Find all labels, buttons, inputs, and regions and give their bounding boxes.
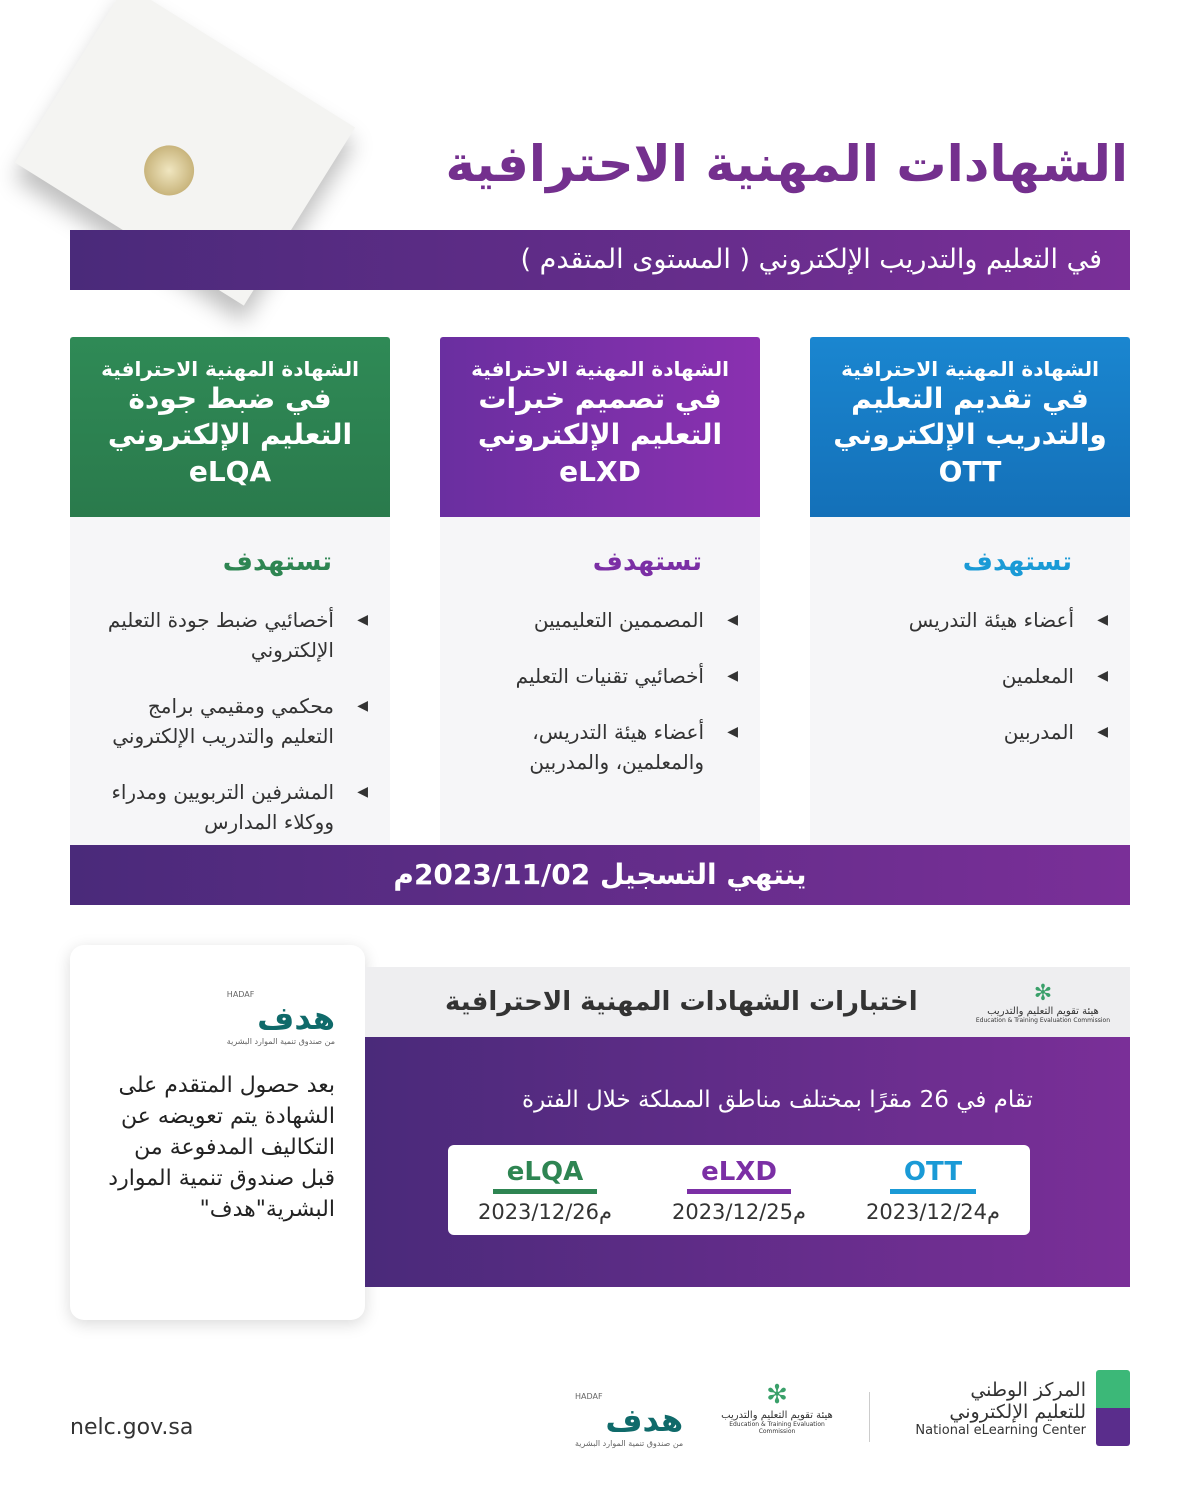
column-elqa xyxy=(70,337,390,845)
target-heading: تستهدف xyxy=(592,547,702,577)
exam-dates xyxy=(448,1145,1030,1235)
date-ott: OTT 2023/12/24م xyxy=(865,1156,1001,1224)
exams-title: اختبارات الشهادات المهنية الاحترافية xyxy=(445,987,918,1017)
cert-header-ott xyxy=(810,337,1130,517)
date-elxd: eLXD 2023/12/25م xyxy=(671,1156,807,1224)
etec-logo: ✻ هيئة تقويم التعليم والتدريب Education & Training Evaluation Commission xyxy=(975,980,1110,1024)
cert-code: eLQA xyxy=(188,455,272,488)
footer-etec-logo: ✻ هيئة تقويم التعليم والتدريب Education & Training Evaluation Commission xyxy=(712,1380,842,1435)
cert-line: في تصميم خبرات xyxy=(478,382,722,415)
exams-panel xyxy=(365,967,1130,1287)
nelc-logo: المركز الوطني للتعليم الإلكتروني National eLearning Center xyxy=(915,1370,1130,1446)
date-elqa: eLQA 2023/12/26م xyxy=(477,1156,613,1224)
etec-flower-icon: ✻ xyxy=(1033,980,1053,1006)
list-item: ◀ المشرفين التربويين ومدراء ووكلاء المدارس xyxy=(90,777,368,837)
cert-header-elxd xyxy=(440,337,760,517)
column-ott xyxy=(810,337,1130,845)
list-item: ◀ أعضاء هيئة التدريس، والمعلمين، والمدربين xyxy=(460,717,738,777)
cert-code: OTT xyxy=(938,455,1002,488)
page-title: الشهادات المهنية الاحترافية xyxy=(445,135,1128,193)
registration-deadline: ينتهي التسجيل 2023/11/02م xyxy=(70,845,1130,905)
nelc-mark-icon xyxy=(1096,1370,1130,1446)
cert-line: الشهادة المهنية الاحترافية xyxy=(471,357,729,381)
list-item: ◀ محكمي ومقيمي برامج التعليم والتدريب الإلكتروني xyxy=(90,691,368,751)
cert-line: التعليم الإلكتروني xyxy=(477,418,723,451)
cert-line: الشهادة المهنية الاحترافية xyxy=(841,357,1099,381)
cert-header-elqa xyxy=(70,337,390,517)
hadaf-logo: HADAF هدف من صندوق تنمية الموارد البشرية xyxy=(226,990,335,1046)
divider xyxy=(869,1392,870,1442)
compensation-text: بعد حصول المتقدم على الشهادة يتم تعويضه عن التكاليف المدفوعة من قبل صندوق تنمية الموارد البشرية"هدف" xyxy=(108,1073,335,1222)
cert-line: والتدريب الإلكتروني xyxy=(833,418,1107,451)
list-item: ◀ أخصائيي تقنيات التعليم xyxy=(460,661,738,691)
list-item: ◀ المصممين التعليميين xyxy=(460,605,738,635)
target-heading: تستهدف xyxy=(222,547,332,577)
subtitle-bar: في التعليم والتدريب الإلكتروني ( المستوى المتقدم ) xyxy=(70,230,1130,290)
cert-line: في تقديم التعليم xyxy=(851,382,1089,415)
cert-code: eLXD xyxy=(559,455,641,488)
hadaf-card xyxy=(70,945,365,1320)
website-link[interactable]: nelc.gov.sa xyxy=(70,1415,194,1440)
list-item: ◀ المدربين xyxy=(830,717,1108,747)
seal-icon xyxy=(135,136,204,205)
cert-line: الشهادة المهنية الاحترافية xyxy=(101,357,359,381)
cert-line: التعليم الإلكتروني xyxy=(107,418,353,451)
list-item: ◀ أخصائيي ضبط جودة التعليم الإلكتروني xyxy=(90,605,368,665)
list-item: ◀ أعضاء هيئة التدريس xyxy=(830,605,1108,635)
list-item: ◀ المعلمين xyxy=(830,661,1108,691)
exams-text: تقام في 26 مقرًا بمختلف مناطق المملكة خلال الفترة xyxy=(522,1087,1033,1113)
etec-flower-icon: ✻ xyxy=(766,1380,788,1410)
footer-hadaf-logo: HADAF هدف من صندوق تنمية الموارد البشرية xyxy=(575,1392,684,1448)
column-elxd xyxy=(440,337,760,845)
target-heading: تستهدف xyxy=(962,547,1072,577)
cert-line: في ضبط جودة xyxy=(128,382,332,415)
